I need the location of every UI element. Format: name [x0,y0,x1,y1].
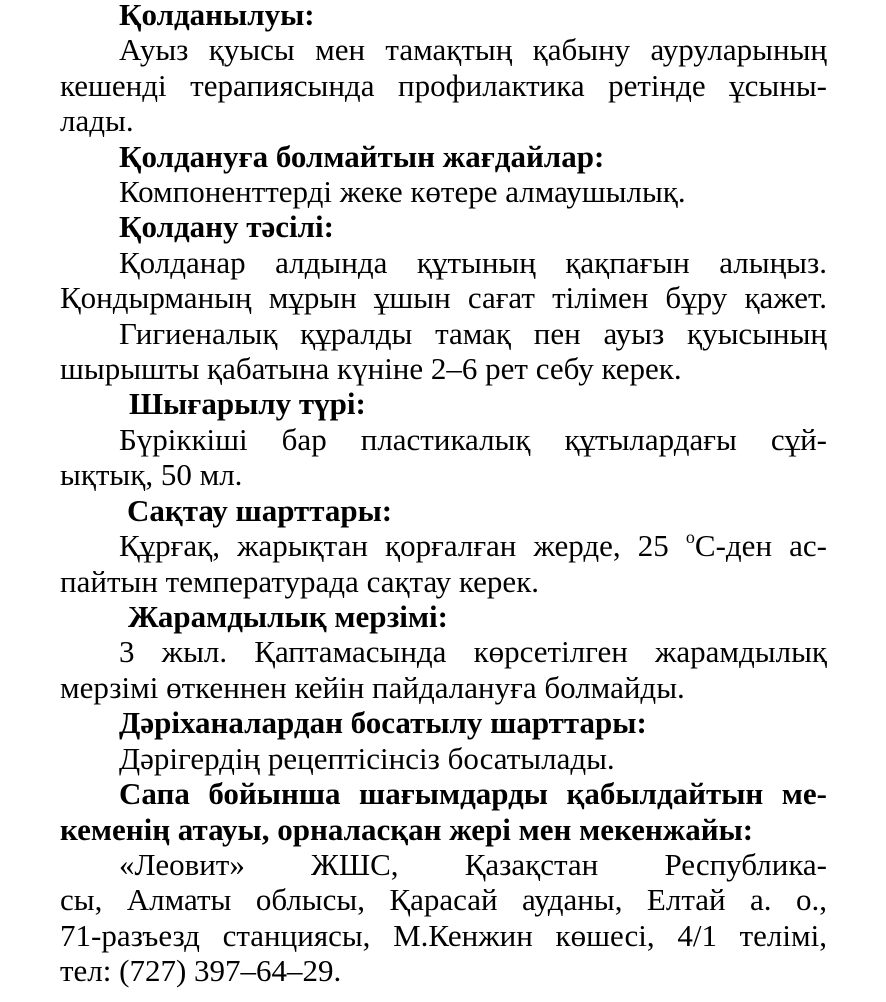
method-text-line-3: Гигиеналық құралды тамақ пен ауыз қуысының [119,316,827,351]
method-text-line-4: шырышты қабатына күніне 2–6 рет себу керек. [60,351,682,386]
heading-usage: Қолданылуы: [119,0,315,32]
form-text-line-1: Бүріккіші бар пластикалық құтылардағы сұй- [119,422,827,457]
heading-complaints-line-1: Сапа бойынша шағымдарды қабылдайтын ме- [119,776,827,811]
shelf-life-text-line-2: мерзімі өткеннен кейін пайдалануға болмайды. [60,670,685,705]
heading-dispensing: Дәріханалардан босатылу шарттары: [119,705,647,740]
method-text-line-1: Қолданар алдында құтының қақпағын алыңыз. [119,245,827,280]
degree-mark: о [685,528,695,547]
storage-text-line-1 [119,528,827,564]
contraindications-text: Компоненттерді жеке көтере алмаушылық. [119,174,686,209]
usage-text-line-1: Ауыз қуысы мен тамақтың қабыну ауруларының [119,32,827,67]
form-text-line-2: ықтық, 50 мл. [60,457,243,492]
storage-text-part-2: С-ден ас- [694,528,827,563]
storage-text-line-2: пайтын температурада сақтау керек. [60,564,540,599]
heading-shelf-life: Жарамдылық мерзімі: [128,599,448,634]
heading-storage: Сақтау шарттары: [127,493,393,528]
usage-text-line-3: лады. [60,103,134,138]
method-text-line-2: Қондырманың мұрын ұшын сағат тілімен бұру қажет. [60,280,827,315]
complaints-text-line-4: тел: (727) 397–64–29. [60,953,342,988]
heading-complaints-line-2: кеменің атауы, орналасқан жері мен мекенжайы: [60,812,754,847]
complaints-text-line-2: сы, Алматы облысы, Қарасай ауданы, Елтай а. о., [60,882,827,917]
heading-form: Шығарылу түрі: [129,386,366,421]
storage-text-part-1: Құрғақ, жарықтан қорғалған жерде, 25 [119,528,686,563]
heading-method: Қолдану тәсілі: [119,209,334,244]
dispensing-text: Дәрігердің рецептісінсіз босатылады. [119,741,615,776]
heading-contraindications: Қолдануға болмайтын жағдайлар: [119,139,605,174]
complaints-text-line-3: 71-разъезд станциясы, М.Кенжин көшесі, 4/1 телімі, [60,918,827,953]
complaints-text-line-1: «Леовит» ЖШС, Қазақстан Республика- [119,847,827,882]
shelf-life-text-line-1: 3 жыл. Қаптамасында көрсетілген жарамдылық [119,634,827,669]
usage-text-line-2: кешенді терапиясында профилактика ретінде ұсыны- [60,68,827,103]
